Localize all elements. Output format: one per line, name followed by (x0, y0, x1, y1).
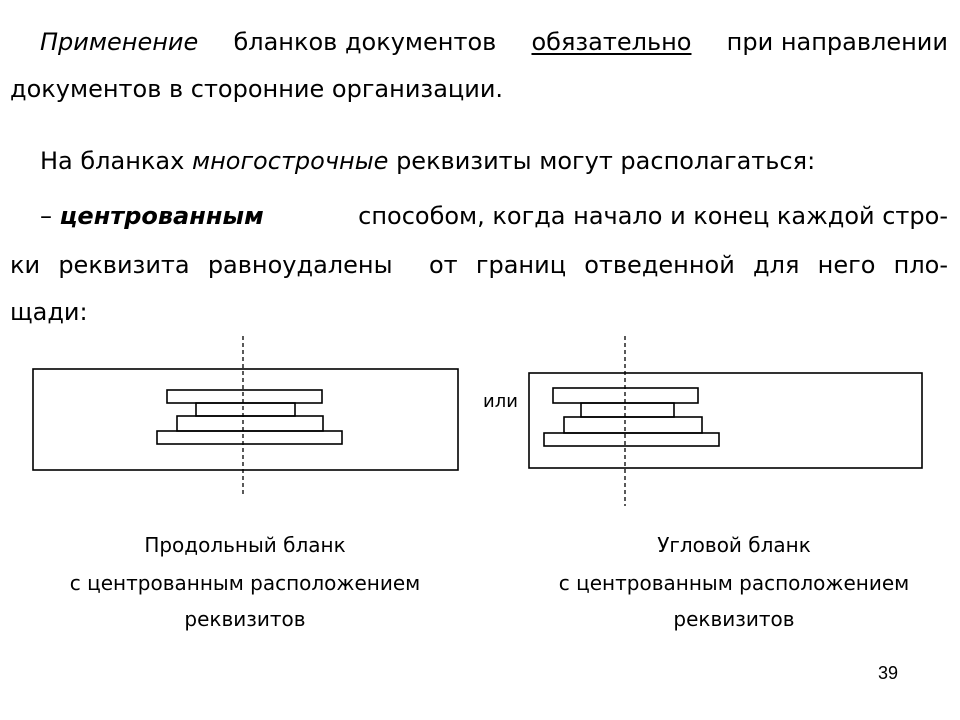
caption-left-line1: Продольный бланк (144, 533, 346, 557)
dash: – (40, 202, 52, 230)
paragraph3-line3: щади: (10, 298, 88, 326)
underlined-obyazatelno: обязательно (531, 28, 692, 56)
word-primenenie: Применение (40, 28, 199, 56)
left-requisite-line-2 (196, 403, 295, 416)
caption-left-line2: с центрованным расположением (69, 571, 421, 595)
right-requisite-line-3 (564, 417, 702, 433)
paragraph3-line1-rest: способом, когда начало и конец каждой стро- (358, 202, 948, 230)
text-blankov-dokumentov: бланков документов (233, 28, 497, 56)
caption-left-line3: реквизитов (184, 607, 306, 631)
paragraph1-line2: документов в сторонние организации. (10, 75, 504, 103)
bold-tsentrovannym: центрованным (59, 202, 264, 230)
paragraph1-line1 (40, 29, 948, 55)
dash-and-bold (40, 203, 264, 229)
caption-left (20, 533, 470, 631)
blank-diagrams (0, 330, 960, 515)
left-requisite-line-4 (157, 431, 342, 444)
left-requisite-line-1 (167, 390, 322, 403)
page-number: 39 (878, 663, 899, 683)
paragraph2-italic: многострочные (191, 147, 389, 175)
paragraph3-line2-text: ки реквизита равноудалены от границ отведенной для него пло- (10, 251, 948, 279)
paragraph2-suffix: реквизиты могут располагаться: (396, 147, 816, 175)
or-label: или (483, 391, 518, 412)
left-requisite-line-3 (177, 416, 323, 431)
caption-right-line3: реквизитов (673, 607, 795, 631)
caption-right (509, 533, 959, 631)
text-pri-napravlenii: при направлении (726, 28, 948, 56)
longitudinal-blank-frame (33, 369, 458, 470)
paragraph3-line1 (40, 203, 948, 229)
paragraph3-line2 (10, 252, 948, 278)
paragraph2 (40, 148, 815, 174)
caption-right-line2: с центрованным расположением (558, 571, 910, 595)
right-requisite-line-4 (544, 433, 719, 446)
paragraph2-prefix: На бланках (40, 147, 185, 175)
caption-right-line1: Угловой бланк (657, 533, 811, 557)
right-requisite-line-2 (581, 403, 674, 417)
